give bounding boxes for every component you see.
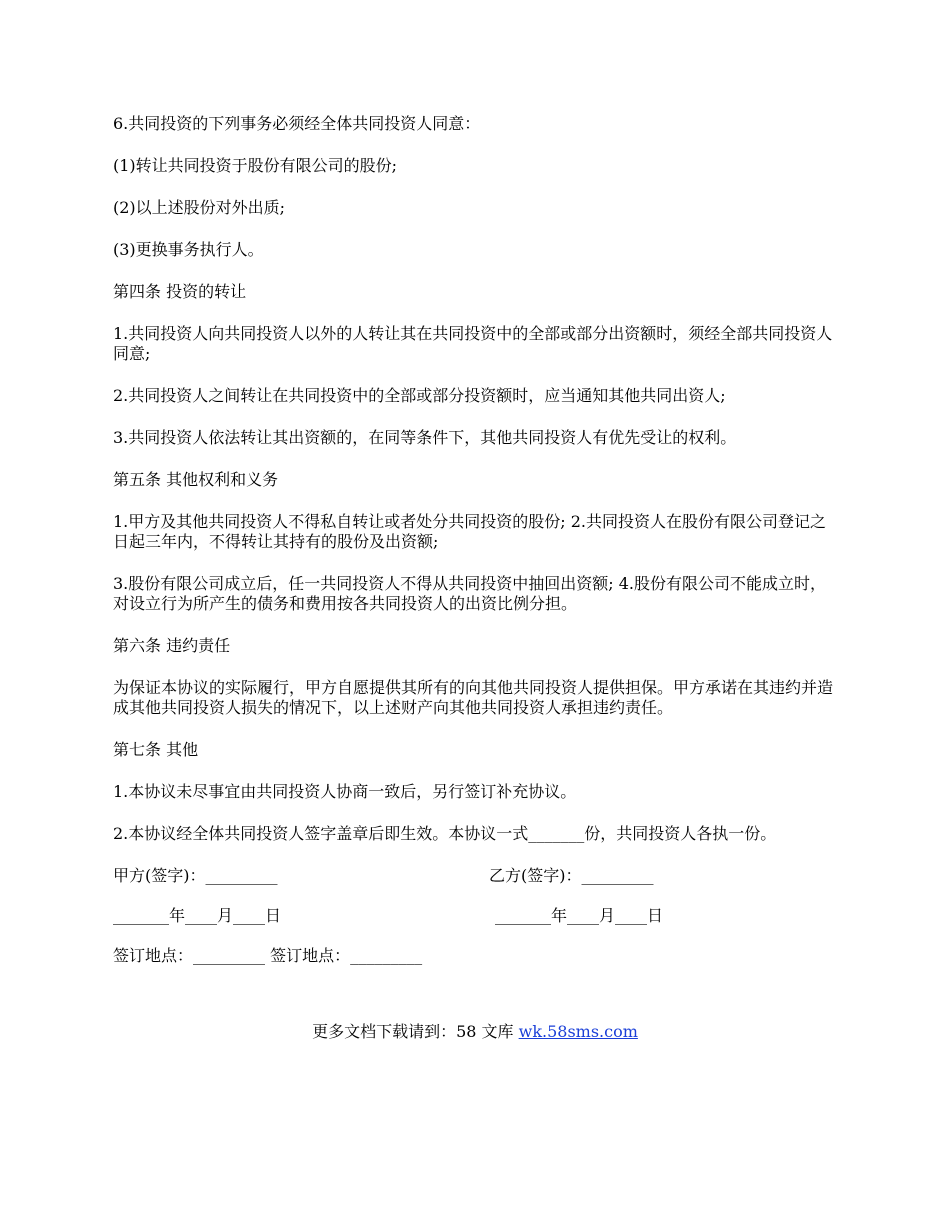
clause-6-item-2: (2)以上述股份对外出质; bbox=[113, 198, 286, 217]
party-b-date: _______年____月____日 bbox=[495, 906, 664, 925]
signing-place: 签订地点：_________ 签订地点：_________ bbox=[113, 946, 423, 965]
place-row bbox=[113, 946, 837, 966]
party-a-signature: 甲方(签字)：_________ bbox=[113, 866, 278, 885]
article-4-item-3: 3.共同投资人依法转让其出资额的，在同等条件下，其他共同投资人有优先受让的权利。 bbox=[113, 428, 737, 447]
party-b-signature: 乙方(签字)：_________ bbox=[489, 866, 654, 885]
signature-row bbox=[113, 866, 837, 886]
document-body bbox=[113, 114, 837, 986]
article-5-items-3-4: 3.股份有限公司成立后，任一共同投资人不得从共同投资中抽回出资额; 4.股份有限公司不能成立时，对设立行为所产生的债务和费用按各共同投资人的出资比例分担。 bbox=[113, 574, 827, 613]
article-4-item-2: 2.共同投资人之间转让在共同投资中的全部或部分投资额时，应当通知其他共同出资人; bbox=[113, 386, 726, 405]
article-7-item-1: 1.本协议未尽事宜由共同投资人协商一致后，另行签订补充协议。 bbox=[113, 782, 577, 801]
date-row bbox=[113, 906, 837, 926]
footer-link[interactable]: wk.58sms.com bbox=[518, 1022, 638, 1041]
clause-6-intro: 6.共同投资的下列事务必须经全体共同投资人同意： bbox=[113, 114, 481, 133]
clause-6-item-3: (3)更换事务执行人。 bbox=[113, 240, 264, 259]
download-footer bbox=[0, 1022, 950, 1042]
article-6-heading: 第六条 违约责任 bbox=[113, 636, 231, 655]
article-4-item-1: 1.共同投资人向共同投资人以外的人转让其在共同投资中的全部或部分出资额时，须经全部共同投资人同意; bbox=[113, 324, 833, 363]
article-5-heading: 第五条 其他权利和义务 bbox=[113, 470, 279, 489]
article-4-heading: 第四条 投资的转让 bbox=[113, 282, 247, 301]
clause-6-item-1: (1)转让共同投资于股份有限公司的股份; bbox=[113, 156, 398, 175]
article-5-items-1-2: 1.甲方及其他共同投资人不得私自转让或者处分共同投资的股份; 2.共同投资人在股份有限公司登记之日起三年内，不得转让其持有的股份及出资额; bbox=[113, 512, 827, 551]
article-6-body: 为保证本协议的实际履行，甲方自愿提供其所有的向其他共同投资人提供担保。甲方承诺在其违约并造成其他共同投资人损失的情况下，以上述财产向其他共同投资人承担违约责任。 bbox=[113, 678, 834, 717]
article-7-heading: 第七条 其他 bbox=[113, 740, 199, 759]
article-7-item-2: 2.本协议经全体共同投资人签字盖章后即生效。本协议一式_______份，共同投资人各执一份。 bbox=[113, 824, 777, 843]
footer-text: 更多文档下载请到：58 文库 bbox=[312, 1022, 519, 1041]
party-a-date: _______年____月____日 bbox=[113, 906, 282, 925]
